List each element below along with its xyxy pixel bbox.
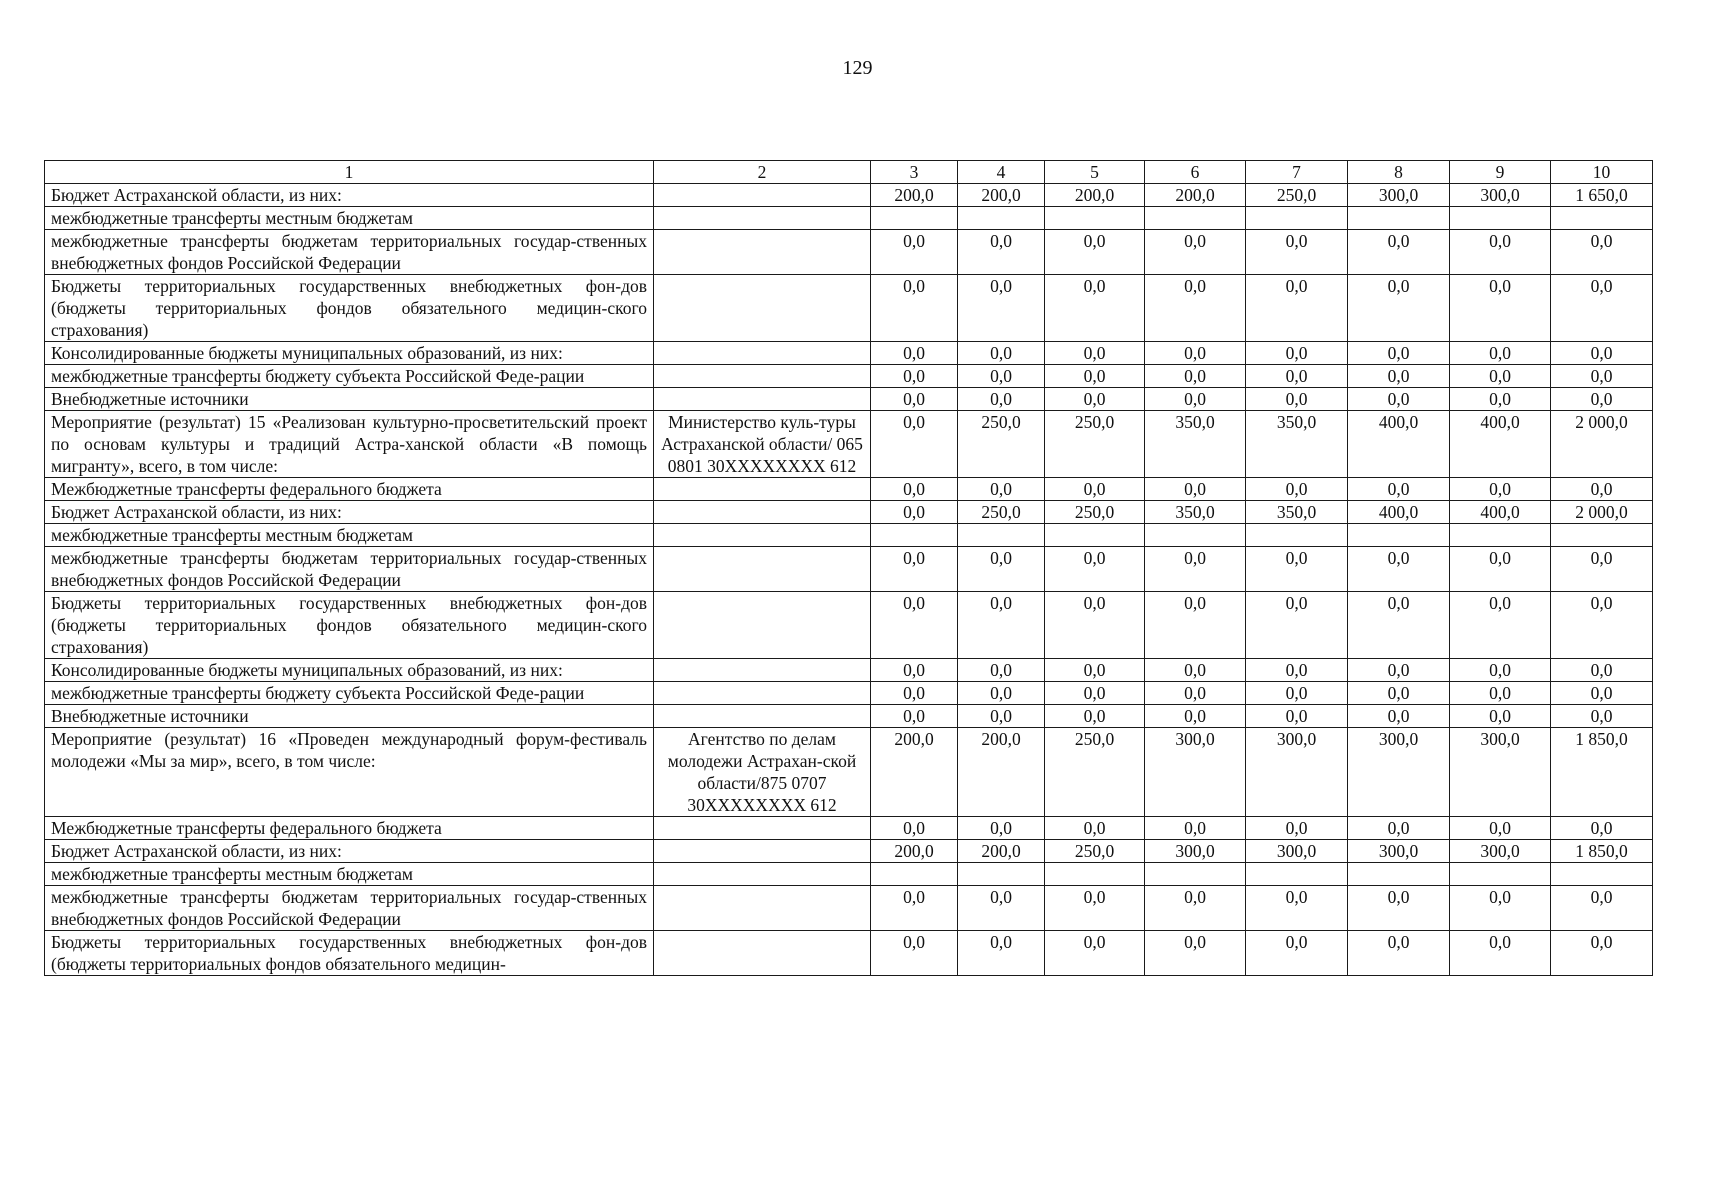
row-name-cell: Бюджеты территориальных государственных внебюджетных фон-дов (бюджеты территориальных фондов обязательного медицин-ского страхования) — [45, 275, 654, 342]
value-cell: 0,0 — [1551, 682, 1653, 705]
table-row — [45, 411, 1653, 478]
value-cell — [958, 863, 1045, 886]
value-cell: 0,0 — [871, 547, 958, 592]
value-cell: 0,0 — [1246, 365, 1348, 388]
value-cell: 0,0 — [1551, 931, 1653, 976]
value-cell — [1450, 207, 1551, 230]
executor-cell — [654, 207, 871, 230]
value-cell: 0,0 — [1348, 365, 1450, 388]
row-name-cell: межбюджетные трансферты бюджетам территориальных государ-ственных внебюджетных фондов Российской Федерации — [45, 230, 654, 275]
table-row — [45, 342, 1653, 365]
value-cell: 0,0 — [1145, 592, 1246, 659]
value-cell: 0,0 — [958, 365, 1045, 388]
value-cell: 200,0 — [958, 840, 1045, 863]
row-name-cell: межбюджетные трансферты бюджету субъекта Российской Феде-рации — [45, 365, 654, 388]
value-cell: 250,0 — [958, 501, 1045, 524]
value-cell: 0,0 — [1450, 478, 1551, 501]
table-row — [45, 184, 1653, 207]
value-cell: 200,0 — [871, 728, 958, 817]
executor-cell — [654, 501, 871, 524]
value-cell: 0,0 — [1246, 705, 1348, 728]
row-name-cell: Бюджет Астраханской области, из них: — [45, 501, 654, 524]
executor-cell — [654, 931, 871, 976]
value-cell: 0,0 — [1045, 817, 1145, 840]
value-cell: 0,0 — [1450, 230, 1551, 275]
value-cell: 0,0 — [1145, 342, 1246, 365]
column-header: 5 — [1045, 161, 1145, 184]
executor-cell — [654, 342, 871, 365]
value-cell — [871, 524, 958, 547]
value-cell: 0,0 — [1551, 365, 1653, 388]
value-cell: 0,0 — [1246, 592, 1348, 659]
value-cell: 0,0 — [1246, 275, 1348, 342]
table-row — [45, 840, 1653, 863]
value-cell: 300,0 — [1145, 840, 1246, 863]
value-cell — [1551, 863, 1653, 886]
value-cell — [1045, 863, 1145, 886]
row-name-cell: Внебюджетные источники — [45, 388, 654, 411]
value-cell: 0,0 — [1145, 817, 1246, 840]
value-cell: 0,0 — [1551, 478, 1653, 501]
value-cell: 0,0 — [1348, 388, 1450, 411]
value-cell: 0,0 — [1045, 275, 1145, 342]
value-cell: 0,0 — [1045, 592, 1145, 659]
value-cell: 0,0 — [1348, 931, 1450, 976]
value-cell: 0,0 — [1551, 592, 1653, 659]
row-name-cell: Мероприятие (результат) 16 «Проведен международный форум-фестиваль молодежи «Мы за мир», всего, в том числе: — [45, 728, 654, 817]
executor-cell: Агентство по делам молодежи Астрахан-ской области/875 0707 30XXXXXXXX 612 — [654, 728, 871, 817]
column-header: 3 — [871, 161, 958, 184]
value-cell — [1450, 863, 1551, 886]
value-cell: 0,0 — [958, 478, 1045, 501]
value-cell: 0,0 — [1045, 931, 1145, 976]
value-cell: 1 650,0 — [1551, 184, 1653, 207]
value-cell: 0,0 — [1145, 659, 1246, 682]
value-cell — [871, 207, 958, 230]
value-cell: 0,0 — [1551, 275, 1653, 342]
table-header-row — [45, 161, 1653, 184]
value-cell — [958, 524, 1045, 547]
executor-cell — [654, 592, 871, 659]
row-name-cell: Консолидированные бюджеты муниципальных образований, из них: — [45, 342, 654, 365]
row-name-cell: Межбюджетные трансферты федерального бюджета — [45, 478, 654, 501]
value-cell: 300,0 — [1450, 840, 1551, 863]
value-cell: 250,0 — [958, 411, 1045, 478]
value-cell: 0,0 — [1246, 659, 1348, 682]
value-cell: 250,0 — [1246, 184, 1348, 207]
row-name-cell: Бюджеты территориальных государственных внебюджетных фон-дов (бюджеты территориальных фондов обязательного медицин- — [45, 931, 654, 976]
value-cell: 0,0 — [1348, 592, 1450, 659]
table-row — [45, 592, 1653, 659]
table-row — [45, 275, 1653, 342]
row-name-cell: Мероприятие (результат) 15 «Реализован культурно-просветительский проект по основам культуры и традиций Астра-ханской области «В помощь мигранту», всего, в том числе: — [45, 411, 654, 478]
value-cell: 0,0 — [1145, 886, 1246, 931]
table-row — [45, 388, 1653, 411]
executor-cell — [654, 184, 871, 207]
value-cell — [871, 863, 958, 886]
value-cell: 0,0 — [871, 659, 958, 682]
column-header: 6 — [1145, 161, 1246, 184]
value-cell — [1551, 524, 1653, 547]
value-cell: 0,0 — [871, 478, 958, 501]
table-row — [45, 817, 1653, 840]
table-row — [45, 705, 1653, 728]
value-cell: 300,0 — [1450, 184, 1551, 207]
column-header: 9 — [1450, 161, 1551, 184]
value-cell: 0,0 — [1145, 388, 1246, 411]
value-cell: 0,0 — [1551, 659, 1653, 682]
value-cell: 0,0 — [871, 342, 958, 365]
value-cell: 0,0 — [958, 886, 1045, 931]
row-name-cell: Межбюджетные трансферты федерального бюджета — [45, 817, 654, 840]
value-cell: 400,0 — [1450, 501, 1551, 524]
value-cell: 250,0 — [1045, 840, 1145, 863]
value-cell: 0,0 — [1450, 275, 1551, 342]
table-row — [45, 886, 1653, 931]
value-cell — [958, 207, 1045, 230]
value-cell: 0,0 — [958, 547, 1045, 592]
value-cell: 0,0 — [1145, 931, 1246, 976]
value-cell: 0,0 — [1045, 342, 1145, 365]
value-cell: 0,0 — [1450, 817, 1551, 840]
value-cell: 0,0 — [1348, 547, 1450, 592]
value-cell: 300,0 — [1348, 728, 1450, 817]
value-cell — [1450, 524, 1551, 547]
value-cell: 0,0 — [958, 682, 1045, 705]
value-cell: 0,0 — [1551, 388, 1653, 411]
value-cell: 0,0 — [1348, 705, 1450, 728]
value-cell: 200,0 — [958, 728, 1045, 817]
table-row — [45, 547, 1653, 592]
table-row — [45, 524, 1653, 547]
column-header: 2 — [654, 161, 871, 184]
row-name-cell: межбюджетные трансферты бюджетам территориальных государ-ственных внебюджетных фондов Российской Федерации — [45, 547, 654, 592]
row-name-cell: Внебюджетные источники — [45, 705, 654, 728]
value-cell: 1 850,0 — [1551, 840, 1653, 863]
value-cell: 0,0 — [1551, 230, 1653, 275]
value-cell: 0,0 — [1045, 659, 1145, 682]
executor-cell — [654, 524, 871, 547]
executor-cell — [654, 230, 871, 275]
value-cell: 350,0 — [1246, 501, 1348, 524]
value-cell: 0,0 — [1348, 275, 1450, 342]
table-row — [45, 207, 1653, 230]
value-cell: 200,0 — [871, 184, 958, 207]
value-cell: 0,0 — [871, 886, 958, 931]
executor-cell — [654, 275, 871, 342]
value-cell: 400,0 — [1348, 501, 1450, 524]
value-cell — [1045, 524, 1145, 547]
value-cell: 300,0 — [1348, 840, 1450, 863]
executor-cell — [654, 863, 871, 886]
value-cell: 0,0 — [1348, 817, 1450, 840]
value-cell: 0,0 — [958, 275, 1045, 342]
value-cell: 350,0 — [1246, 411, 1348, 478]
value-cell: 300,0 — [1145, 728, 1246, 817]
value-cell: 0,0 — [1450, 886, 1551, 931]
value-cell: 0,0 — [1450, 388, 1551, 411]
row-name-cell: Бюджет Астраханской области, из них: — [45, 184, 654, 207]
value-cell: 0,0 — [958, 931, 1045, 976]
value-cell — [1246, 863, 1348, 886]
column-header: 4 — [958, 161, 1045, 184]
value-cell: 0,0 — [1145, 230, 1246, 275]
table-row — [45, 478, 1653, 501]
value-cell: 0,0 — [1450, 365, 1551, 388]
column-header: 1 — [45, 161, 654, 184]
row-name-cell: межбюджетные трансферты местным бюджетам — [45, 524, 654, 547]
value-cell: 0,0 — [1045, 682, 1145, 705]
value-cell: 0,0 — [871, 682, 958, 705]
value-cell: 0,0 — [1246, 230, 1348, 275]
value-cell: 0,0 — [958, 230, 1045, 275]
value-cell: 0,0 — [1551, 705, 1653, 728]
value-cell: 0,0 — [1551, 547, 1653, 592]
value-cell: 0,0 — [1348, 342, 1450, 365]
value-cell: 200,0 — [871, 840, 958, 863]
row-name-cell: межбюджетные трансферты местным бюджетам — [45, 863, 654, 886]
value-cell: 0,0 — [1348, 478, 1450, 501]
row-name-cell: межбюджетные трансферты бюджету субъекта Российской Феде-рации — [45, 682, 654, 705]
value-cell: 2 000,0 — [1551, 411, 1653, 478]
table-row — [45, 659, 1653, 682]
value-cell: 0,0 — [871, 411, 958, 478]
executor-cell — [654, 886, 871, 931]
value-cell: 0,0 — [1145, 275, 1246, 342]
value-cell: 0,0 — [958, 388, 1045, 411]
table-row — [45, 501, 1653, 524]
value-cell: 0,0 — [1551, 342, 1653, 365]
value-cell: 0,0 — [1246, 886, 1348, 931]
value-cell: 0,0 — [1348, 682, 1450, 705]
table-body — [45, 184, 1653, 976]
value-cell — [1145, 863, 1246, 886]
executor-cell — [654, 365, 871, 388]
value-cell: 0,0 — [1045, 547, 1145, 592]
value-cell: 0,0 — [1246, 342, 1348, 365]
value-cell: 0,0 — [1348, 886, 1450, 931]
value-cell: 0,0 — [1551, 817, 1653, 840]
value-cell: 250,0 — [1045, 411, 1145, 478]
column-header: 10 — [1551, 161, 1653, 184]
value-cell: 0,0 — [1450, 547, 1551, 592]
value-cell: 1 850,0 — [1551, 728, 1653, 817]
table-row — [45, 230, 1653, 275]
table-row — [45, 365, 1653, 388]
value-cell: 350,0 — [1145, 411, 1246, 478]
executor-cell — [654, 840, 871, 863]
executor-cell — [654, 817, 871, 840]
value-cell: 300,0 — [1246, 728, 1348, 817]
value-cell: 0,0 — [871, 275, 958, 342]
value-cell: 250,0 — [1045, 501, 1145, 524]
row-name-cell: Бюджет Астраханской области, из них: — [45, 840, 654, 863]
value-cell — [1246, 524, 1348, 547]
value-cell: 0,0 — [1145, 365, 1246, 388]
value-cell: 0,0 — [871, 388, 958, 411]
value-cell: 0,0 — [871, 705, 958, 728]
row-name-cell: межбюджетные трансферты бюджетам территориальных государ-ственных внебюджетных фондов Российской Федерации — [45, 886, 654, 931]
value-cell: 200,0 — [1145, 184, 1246, 207]
value-cell: 0,0 — [1450, 342, 1551, 365]
value-cell: 0,0 — [1450, 592, 1551, 659]
page-number: 129 — [842, 57, 873, 79]
value-cell: 0,0 — [1045, 230, 1145, 275]
value-cell: 400,0 — [1348, 411, 1450, 478]
value-cell: 0,0 — [1246, 547, 1348, 592]
value-cell: 200,0 — [1045, 184, 1145, 207]
table-row — [45, 863, 1653, 886]
value-cell: 0,0 — [1045, 705, 1145, 728]
value-cell: 400,0 — [1450, 411, 1551, 478]
budget-table — [44, 160, 1653, 976]
column-header: 8 — [1348, 161, 1450, 184]
value-cell: 0,0 — [1045, 388, 1145, 411]
value-cell: 0,0 — [1246, 388, 1348, 411]
row-name-cell: Бюджеты территориальных государственных внебюджетных фон-дов (бюджеты территориальных фондов обязательного медицин-ского страхования) — [45, 592, 654, 659]
value-cell: 350,0 — [1145, 501, 1246, 524]
value-cell: 0,0 — [1450, 931, 1551, 976]
value-cell: 2 000,0 — [1551, 501, 1653, 524]
value-cell: 300,0 — [1348, 184, 1450, 207]
column-header: 7 — [1246, 161, 1348, 184]
value-cell: 0,0 — [1045, 365, 1145, 388]
value-cell: 0,0 — [871, 931, 958, 976]
executor-cell: Министерство куль-туры Астраханской области/ 065 0801 30XXXXXXXX 612 — [654, 411, 871, 478]
value-cell — [1348, 524, 1450, 547]
value-cell: 0,0 — [1045, 886, 1145, 931]
value-cell — [1246, 207, 1348, 230]
value-cell: 0,0 — [1145, 478, 1246, 501]
row-name-cell: межбюджетные трансферты местным бюджетам — [45, 207, 654, 230]
value-cell — [1348, 207, 1450, 230]
executor-cell — [654, 705, 871, 728]
value-cell — [1551, 207, 1653, 230]
value-cell: 0,0 — [871, 501, 958, 524]
value-cell: 0,0 — [958, 705, 1045, 728]
executor-cell — [654, 659, 871, 682]
value-cell: 0,0 — [1145, 682, 1246, 705]
value-cell: 300,0 — [1450, 728, 1551, 817]
value-cell: 0,0 — [871, 230, 958, 275]
value-cell: 0,0 — [1145, 705, 1246, 728]
value-cell — [1045, 207, 1145, 230]
value-cell: 0,0 — [1348, 230, 1450, 275]
value-cell: 0,0 — [871, 592, 958, 659]
value-cell — [1145, 207, 1246, 230]
value-cell: 300,0 — [1246, 840, 1348, 863]
row-name-cell: Консолидированные бюджеты муниципальных образований, из них: — [45, 659, 654, 682]
value-cell: 0,0 — [1246, 817, 1348, 840]
value-cell: 250,0 — [1045, 728, 1145, 817]
value-cell: 0,0 — [958, 342, 1045, 365]
value-cell: 0,0 — [1145, 547, 1246, 592]
value-cell: 0,0 — [1246, 682, 1348, 705]
executor-cell — [654, 682, 871, 705]
table-row — [45, 682, 1653, 705]
value-cell: 200,0 — [958, 184, 1045, 207]
value-cell: 0,0 — [1450, 705, 1551, 728]
table-row — [45, 728, 1653, 817]
value-cell: 0,0 — [1246, 478, 1348, 501]
value-cell — [1145, 524, 1246, 547]
value-cell: 0,0 — [871, 365, 958, 388]
value-cell: 0,0 — [958, 659, 1045, 682]
value-cell — [1348, 863, 1450, 886]
value-cell: 0,0 — [1551, 886, 1653, 931]
executor-cell — [654, 388, 871, 411]
value-cell: 0,0 — [1450, 659, 1551, 682]
executor-cell — [654, 547, 871, 592]
value-cell: 0,0 — [958, 592, 1045, 659]
value-cell: 0,0 — [1045, 478, 1145, 501]
value-cell: 0,0 — [1348, 659, 1450, 682]
value-cell: 0,0 — [1246, 931, 1348, 976]
value-cell: 0,0 — [1450, 682, 1551, 705]
executor-cell — [654, 478, 871, 501]
table-row — [45, 931, 1653, 976]
value-cell: 0,0 — [871, 817, 958, 840]
value-cell: 0,0 — [958, 817, 1045, 840]
